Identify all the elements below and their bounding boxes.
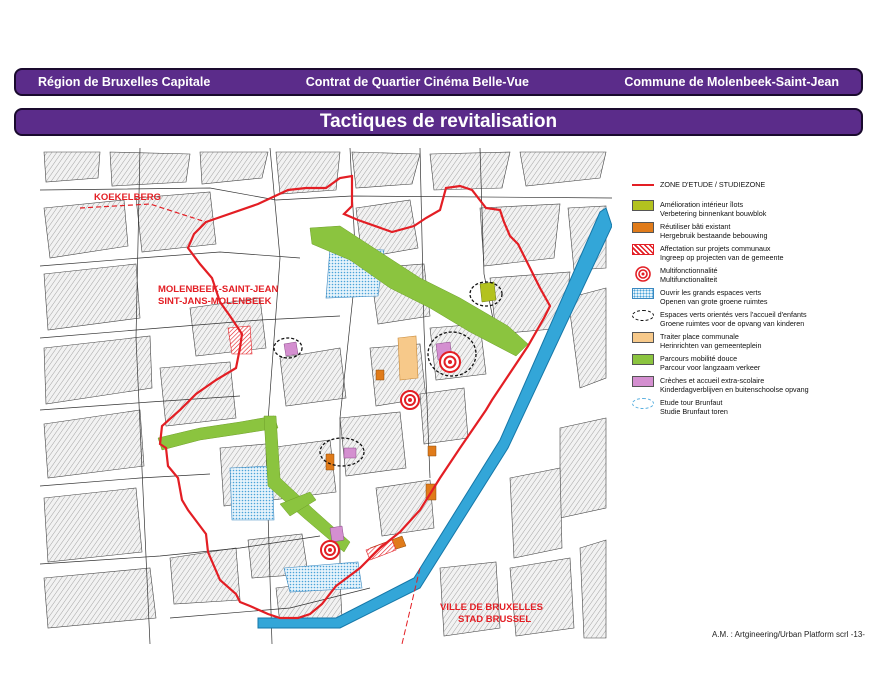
label-bruxelles-fr: VILLE DE BRUXELLES	[440, 602, 543, 613]
legend-item-multifunction: Multifonctionnalité Multifunctionaliteit	[632, 266, 718, 284]
label-molenbeek-fr: MOLENBEEK-SAINT-JEAN	[158, 284, 279, 295]
orange-swatch-icon	[632, 222, 654, 233]
legend-item-child-green: Espaces verts orientés vers l'accueil d'enfants Groene ruimtes voor de opvang van kinderen	[632, 310, 807, 328]
pink-swatch-icon	[632, 376, 654, 387]
legend-item-municipal: Affectation sur projets communaux Ingreep op projecten van de gemeente	[632, 244, 783, 262]
legend-item-reuse: Réutiliser bâti existant Hergebruik bestaande bebouwing	[632, 222, 768, 240]
target-icon	[632, 266, 654, 282]
dashed-ellipse-icon	[632, 310, 654, 321]
blue-dashed-ellipse-icon	[632, 398, 654, 409]
blue-dots-swatch-icon	[632, 288, 654, 299]
header-region: Région de Bruxelles Capitale	[38, 75, 211, 89]
header-contract: Contrat de Quartier Cinéma Belle-Vue	[305, 75, 529, 89]
legend-item-mobility: Parcours mobilité douce Parcour voor langzaam verkeer	[632, 354, 760, 372]
map	[40, 148, 612, 644]
red-hatch-swatch-icon	[632, 244, 654, 255]
olive-swatch-icon	[632, 200, 654, 211]
legend-item-green-spaces: Ouvrir les grands espaces verts Openen van grote groene ruimtes	[632, 288, 767, 306]
label-koekelberg: KOEKELBERG	[94, 192, 162, 203]
courtyard-improvements	[480, 282, 496, 302]
tan-swatch-icon	[632, 332, 654, 343]
community-square	[398, 336, 418, 380]
legend-item-study-zone: ZONE D'ETUDE / STUDIEZONE	[632, 180, 765, 189]
legend-item-childcare: Crèches et accueil extra-scolaire Kinderdagverblijven en buitenschoolse opvang	[632, 376, 809, 394]
label-bruxelles-nl: STAD BRUSSEL	[458, 614, 532, 625]
green-swatch-icon	[632, 354, 654, 365]
header-banner	[14, 68, 863, 96]
legend-item-square: Traiter place communale Herinrichten van gemeenteplein	[632, 332, 762, 350]
page-title: Tactiques de revitalisation	[319, 111, 558, 132]
footer-credit: A.M. : Artgineering/Urban Platform scrl -13-	[712, 630, 865, 639]
header-commune: Commune de Molenbeek-Saint-Jean	[624, 75, 839, 89]
title-banner	[14, 108, 863, 136]
legend-item-courtyard: Amélioration intérieur îlots Verbetering binnenkant bouwblok	[632, 200, 766, 218]
label-molenbeek-nl: SINT-JANS-MOLENBEEK	[158, 296, 272, 307]
red-line-icon	[632, 184, 654, 186]
legend-item-brunfaut: Etude tour Brunfaut Studie Brunfaut toren	[632, 398, 728, 416]
